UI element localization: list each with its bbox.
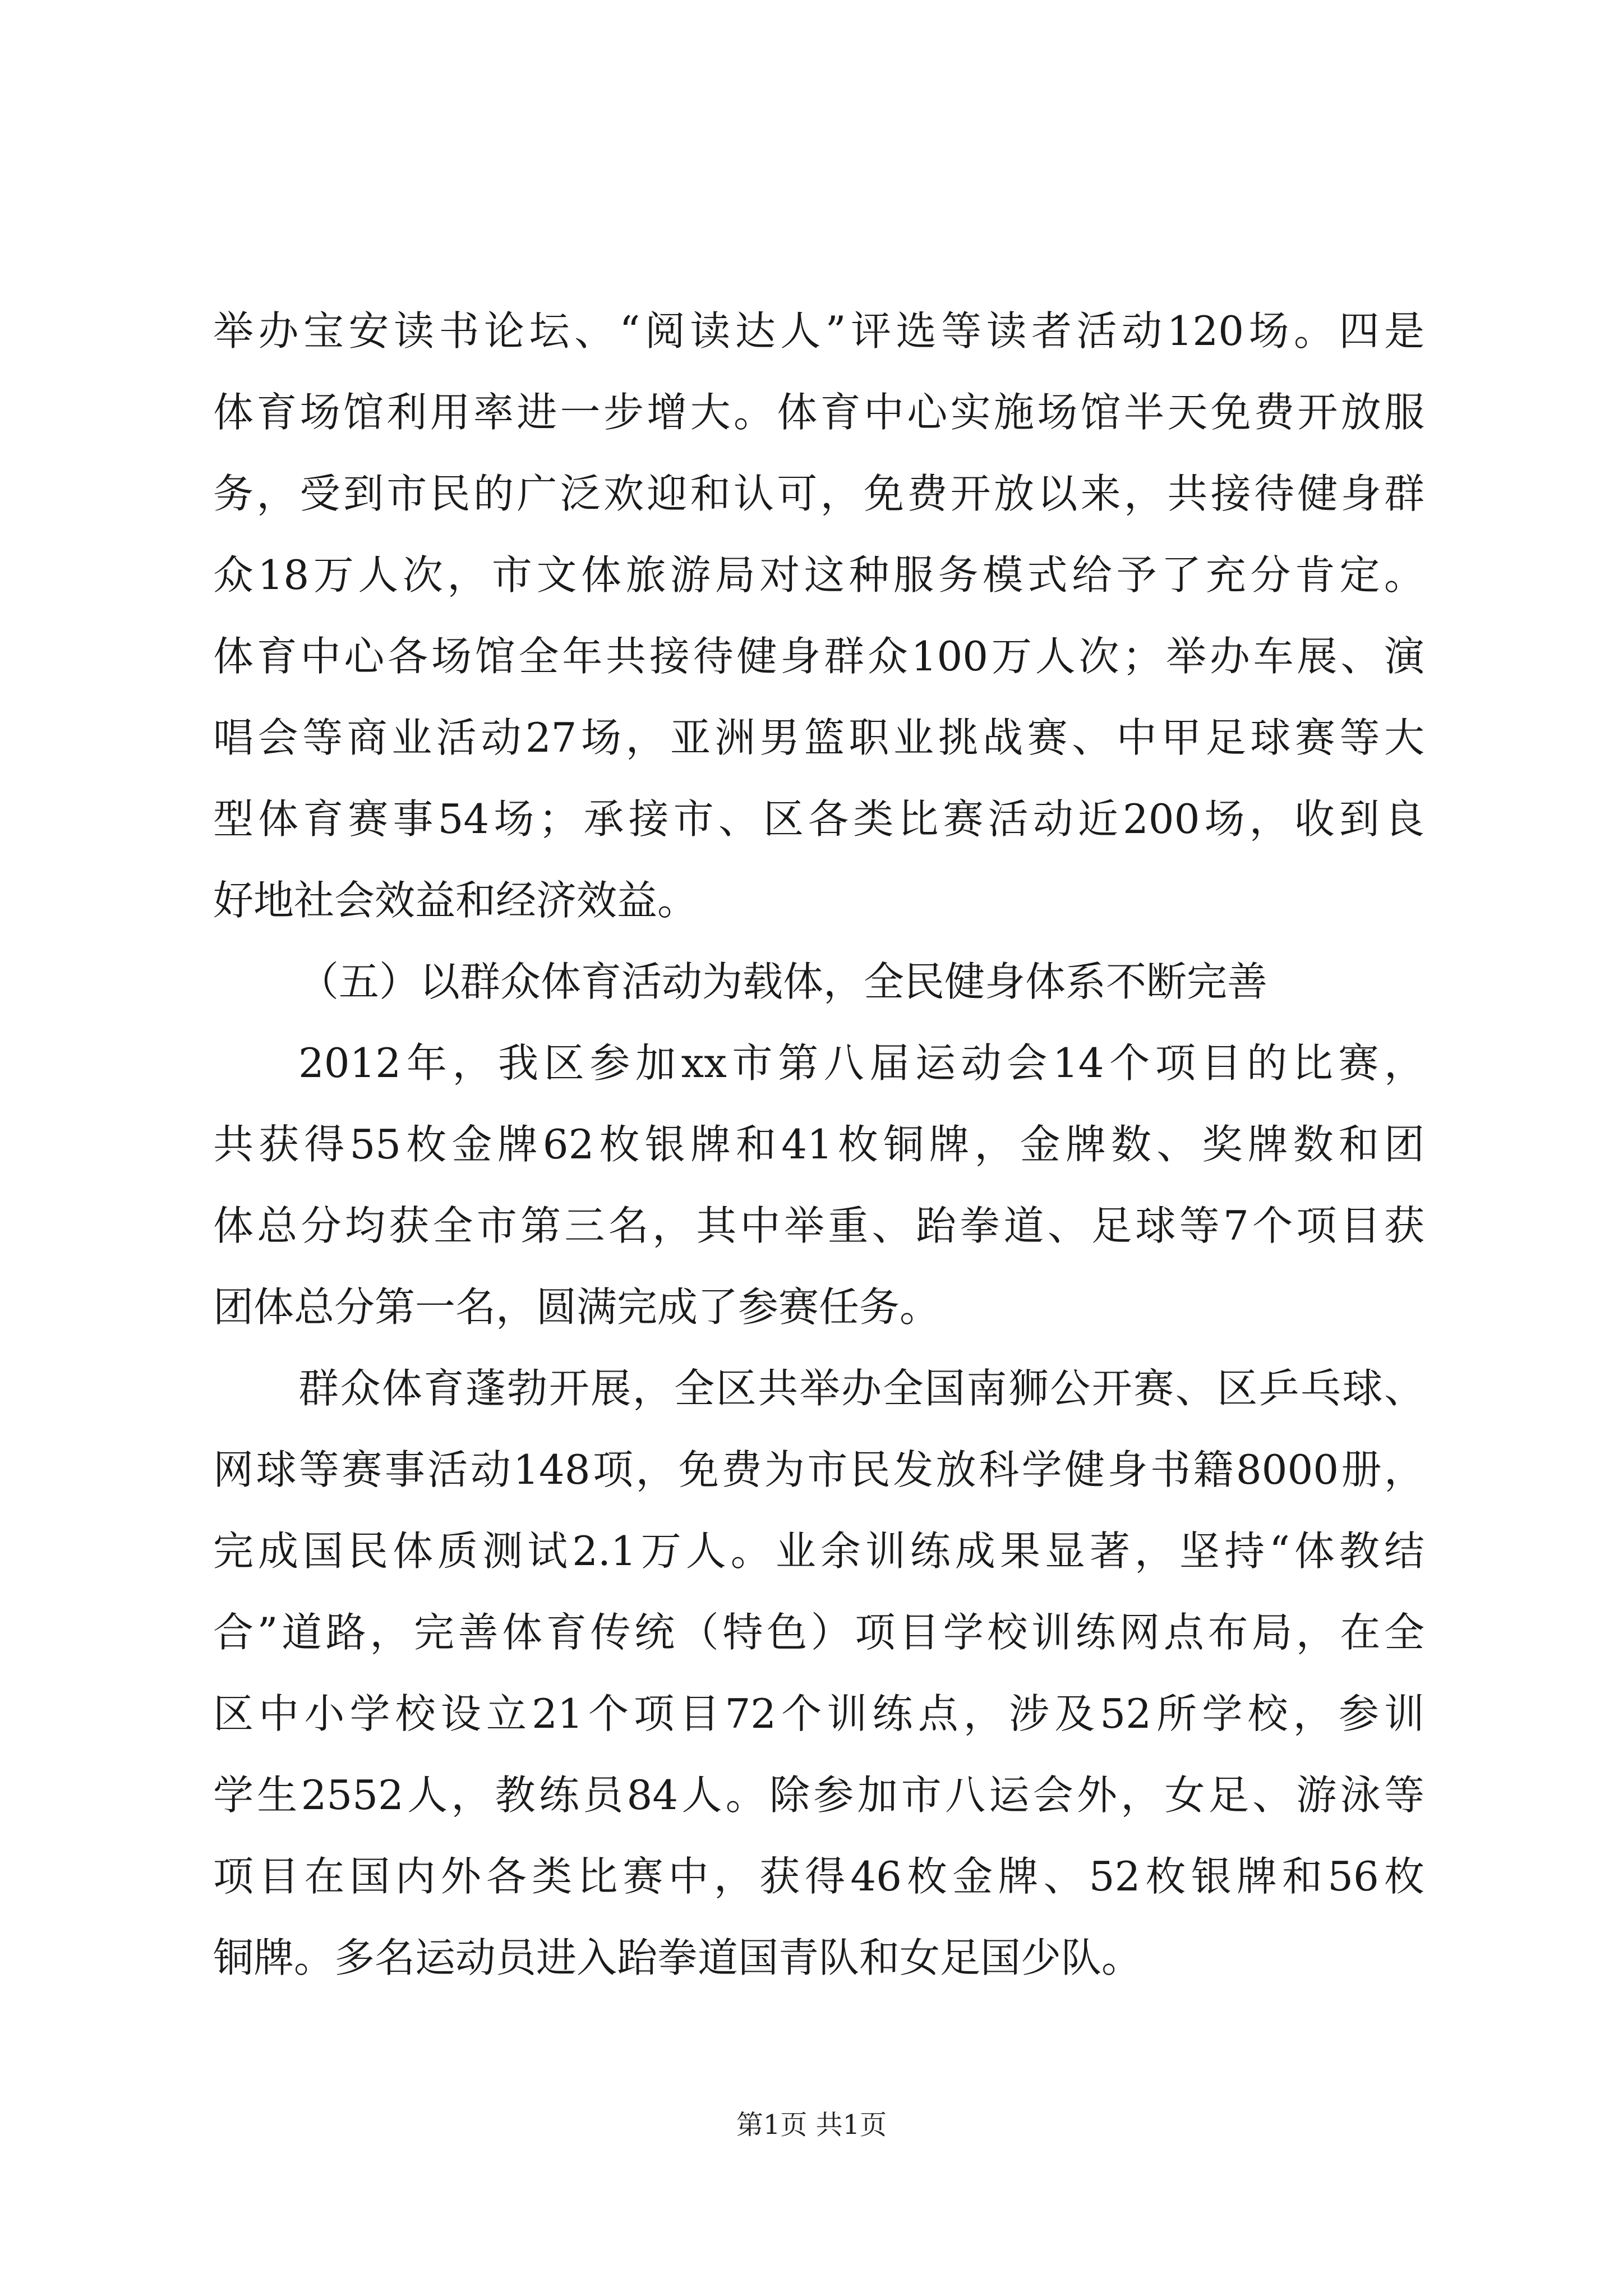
text-line: 2012年，我区参加xx市第八届运动会14个项目的比赛， bbox=[298, 1039, 1424, 1087]
text-line: 唱会等商业活动27场，亚洲男篮职业挑战赛、中甲足球赛等大 bbox=[213, 714, 1424, 761]
text-line: 铜牌。多名运动员进入跆拳道国青队和女足国少队。 bbox=[213, 1934, 1142, 1981]
text-line: 项目在国内外各类比赛中，获得46枚金牌、52枚银牌和56枚 bbox=[213, 1853, 1424, 1900]
text-line: 体育场馆利用率进一步增大。体育中心实施场馆半天免费开放服 bbox=[213, 389, 1424, 436]
text-line: 完成国民体质测试2.1万人。业余训练成果显著，坚持“体教结 bbox=[213, 1527, 1424, 1575]
text-line: 务，受到市民的广泛欢迎和认可，免费开放以来，共接待健身群 bbox=[213, 470, 1424, 517]
text-line: 共获得55枚金牌62枚银牌和41枚铜牌，金牌数、奖牌数和团 bbox=[213, 1121, 1424, 1168]
text-line: 型体育赛事54场；承接市、区各类比赛活动近200场，收到良 bbox=[213, 795, 1424, 843]
text-line: 众18万人次，市文体旅游局对这种服务模式给予了充分肯定。 bbox=[213, 551, 1424, 599]
text-line: 体育中心各场馆全年共接待健身群众100万人次；举办车展、演 bbox=[213, 633, 1424, 680]
text-line: 群众体育蓬勃开展，全区共举办全国南狮公开赛、区乒乓球、 bbox=[298, 1365, 1424, 1412]
document-body bbox=[213, 303, 1424, 2011]
text-line: 好地社会效益和经济效益。 bbox=[213, 877, 698, 924]
text-line: 区中小学校设立21个项目72个训练点，涉及52所学校，参训 bbox=[213, 1690, 1424, 1737]
section-heading: （五）以群众体育活动为载体，全民健身体系不断完善 bbox=[298, 958, 1268, 1005]
text-line: 团体总分第一名，圆满完成了参赛任务。 bbox=[213, 1283, 940, 1331]
text-line: 网球等赛事活动148项，免费为市民发放科学健身书籍8000册， bbox=[213, 1446, 1424, 1493]
text-line: 学生2552人，教练员84人。除参加市八运会外，女足、游泳等 bbox=[213, 1772, 1424, 1819]
text-line: 合”道路，完善体育传统（特色）项目学校训练网点布局，在全 bbox=[213, 1609, 1424, 1656]
page-number-footer: 第1页 共1页 bbox=[736, 2109, 887, 2141]
text-line: 举办宝安读书论坛、“阅读达人”评选等读者活动120场。四是 bbox=[213, 307, 1424, 355]
text-line: 体总分均获全市第三名，其中举重、跆拳道、足球等7个项目获 bbox=[213, 1202, 1424, 1249]
